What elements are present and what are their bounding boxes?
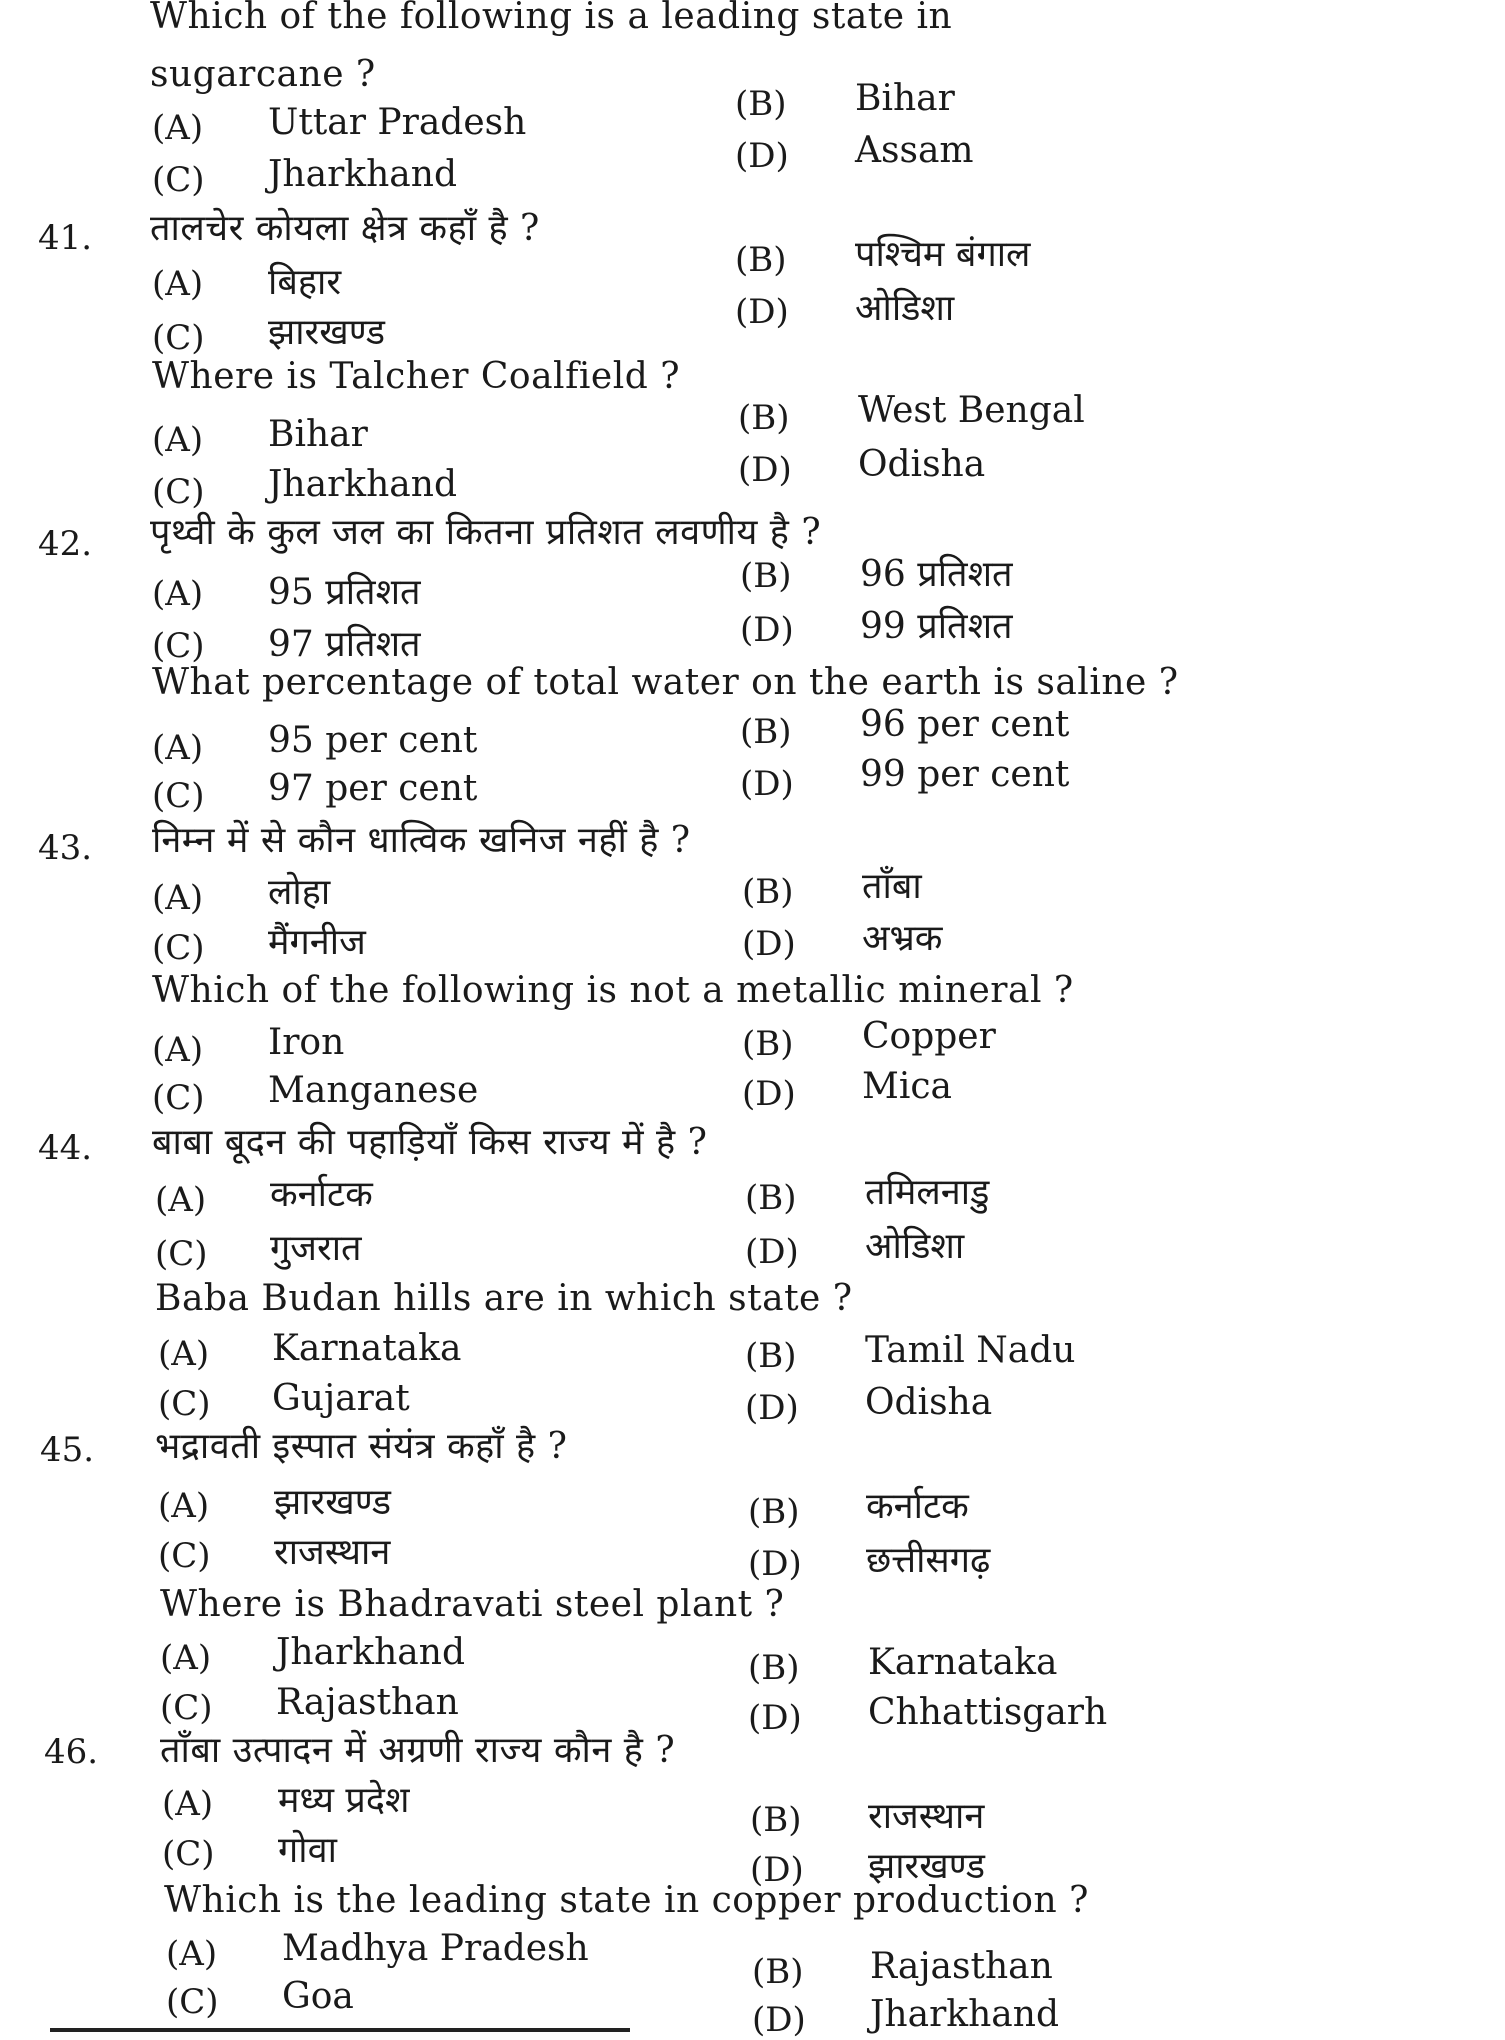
q42-en-option-d: 99 per cent	[860, 754, 1070, 795]
q45-hi-option-d: छत्तीसगढ़	[866, 1540, 991, 1581]
option-label: (B)	[735, 240, 787, 280]
q46-english: Which is the leading state in copper production ?	[164, 1880, 1089, 1921]
q43-english: Which of the following is not a metallic mineral ?	[152, 970, 1074, 1011]
option-label: (A)	[155, 1180, 207, 1220]
q42-english: What percentage of total water on the earth is saline ?	[152, 662, 1179, 703]
option-label: (B)	[740, 712, 792, 752]
option-label: (C)	[152, 160, 205, 200]
question-number: 45.	[40, 1430, 95, 1470]
q46-hi-option-d: झारखण्ड	[868, 1846, 986, 1887]
q43-hi-option-d: अभ्रक	[862, 918, 943, 959]
option-label: (C)	[152, 1078, 205, 1118]
option-label: (A)	[152, 108, 204, 148]
q41-hi-option-a: बिहार	[268, 262, 342, 303]
q46-hi-option-b: राजस्थान	[868, 1796, 985, 1837]
option-label: (B)	[752, 1952, 804, 1992]
option-label: (A)	[152, 574, 204, 614]
q44-hi-option-a: कर्नाटक	[270, 1174, 373, 1215]
option-label: (A)	[158, 1334, 210, 1374]
q42-hi-option-b: 96 प्रतिशत	[860, 554, 1013, 595]
q40-en-option-a: Uttar Pradesh	[268, 102, 527, 143]
option-label: (A)	[152, 728, 204, 768]
q42-en-option-a: 95 per cent	[268, 720, 478, 761]
q45-hi-option-b: कर्नाटक	[866, 1486, 969, 1527]
option-label: (C)	[152, 928, 205, 968]
option-label: (D)	[748, 1698, 802, 1738]
option-label: (A)	[162, 1784, 214, 1824]
q44-hindi: बाबा बूदन की पहाड़ियाँ किस राज्य में है ?	[152, 1122, 708, 1163]
q46-hindi: ताँबा उत्पादन में अग्रणी राज्य कौन है ?	[160, 1730, 676, 1771]
option-label: (C)	[152, 318, 205, 358]
option-label: (B)	[745, 1336, 797, 1376]
q43-en-option-c: Manganese	[268, 1070, 479, 1111]
option-label: (C)	[166, 1982, 219, 2022]
q46-hi-option-c: गोवा	[278, 1830, 337, 1871]
q45-hi-option-a: झारखण्ड	[274, 1482, 392, 1523]
option-label: (C)	[162, 1834, 215, 1874]
option-label: (C)	[158, 1384, 211, 1424]
q40-en-option-c: Jharkhand	[268, 154, 457, 195]
question-number: 43.	[38, 828, 93, 868]
q41-en-option-a: Bihar	[268, 414, 368, 455]
option-label: (C)	[160, 1688, 213, 1728]
option-label: (D)	[735, 292, 789, 332]
q42-hi-option-d: 99 प्रतिशत	[860, 606, 1013, 647]
option-label: (B)	[742, 1024, 794, 1064]
q45-hi-option-c: राजस्थान	[274, 1532, 391, 1573]
option-label: (B)	[740, 556, 792, 596]
q44-en-option-c: Gujarat	[272, 1378, 410, 1419]
option-label: (D)	[742, 1074, 796, 1114]
q43-hi-option-c: मैंगनीज	[268, 922, 366, 963]
option-label: (A)	[152, 264, 204, 304]
q45-en-option-c: Rajasthan	[276, 1682, 459, 1723]
option-label: (A)	[152, 878, 204, 918]
q45-en-option-a: Jharkhand	[276, 1632, 465, 1673]
option-label: (D)	[752, 2000, 806, 2040]
q44-hi-option-d: ओडिशा	[865, 1226, 965, 1267]
option-label: (B)	[750, 1800, 802, 1840]
q41-en-option-d: Odisha	[858, 444, 986, 485]
option-label: (D)	[750, 1850, 804, 1890]
q41-hi-option-d: ओडिशा	[855, 288, 955, 329]
q41-en-option-c: Jharkhand	[268, 464, 457, 505]
q43-hi-option-a: लोहा	[268, 872, 331, 913]
q42-en-option-c: 97 per cent	[268, 768, 478, 809]
q46-en-option-b: Rajasthan	[870, 1946, 1053, 1987]
q45-hindi: भद्रावती इस्पात संयंत्र कहाँ है ?	[155, 1426, 568, 1467]
option-label: (B)	[748, 1648, 800, 1688]
q44-hi-option-b: तमिलनाडु	[865, 1172, 990, 1213]
q44-en-option-b: Tamil Nadu	[865, 1330, 1076, 1371]
q43-en-option-d: Mica	[862, 1066, 952, 1107]
question-number: 42.	[38, 524, 93, 564]
option-label: (D)	[735, 136, 789, 176]
q40-english-line1: Which of the following is a leading state in	[150, 0, 953, 37]
option-label: (D)	[748, 1544, 802, 1584]
q44-en-option-a: Karnataka	[272, 1328, 462, 1369]
option-label: (A)	[166, 1934, 218, 1974]
q45-english: Where is Bhadravati steel plant ?	[160, 1584, 785, 1625]
q42-en-option-b: 96 per cent	[860, 704, 1070, 745]
q42-hindi: पृथ्वी के कुल जल का कितना प्रतिशत लवणीय है ?	[150, 512, 822, 553]
q44-english: Baba Budan hills are in which state ?	[155, 1278, 853, 1319]
option-label: (D)	[742, 924, 796, 964]
q44-en-option-d: Odisha	[865, 1382, 993, 1423]
option-label: (D)	[738, 450, 792, 490]
q40-en-option-b: Bihar	[855, 78, 955, 119]
q40-en-option-d: Assam	[855, 130, 974, 171]
q44-hi-option-c: गुजरात	[270, 1228, 362, 1269]
q46-en-option-a: Madhya Pradesh	[282, 1928, 589, 1969]
question-number: 46.	[44, 1732, 99, 1772]
question-number: 44.	[38, 1128, 93, 1168]
q45-en-option-b: Karnataka	[868, 1642, 1058, 1683]
option-label: (B)	[748, 1492, 800, 1532]
q41-hi-option-b: पश्चिम बंगाल	[855, 234, 1031, 275]
q42-hi-option-a: 95 प्रतिशत	[268, 572, 421, 613]
option-label: (B)	[735, 84, 787, 124]
option-label: (D)	[745, 1388, 799, 1428]
option-label: (C)	[152, 776, 205, 816]
option-label: (B)	[742, 872, 794, 912]
q43-hindi: निम्न में से कौन धात्विक खनिज नहीं है ?	[152, 820, 691, 861]
q40-english-line2: sugarcane ?	[150, 54, 376, 95]
q43-en-option-b: Copper	[862, 1016, 996, 1057]
q41-hindi: तालचेर कोयला क्षेत्र कहाँ है ?	[150, 208, 540, 249]
q43-hi-option-b: ताँबा	[862, 866, 922, 907]
q41-hi-option-c: झारखण्ड	[268, 312, 386, 353]
option-label: (C)	[155, 1234, 208, 1274]
q41-english: Where is Talcher Coalfield ?	[152, 356, 681, 397]
q46-en-option-d: Jharkhand	[870, 1994, 1059, 2035]
option-label: (B)	[745, 1178, 797, 1218]
page-footer-rule	[50, 2028, 630, 2032]
option-label: (C)	[152, 472, 205, 512]
option-label: (C)	[152, 626, 205, 666]
option-label: (D)	[740, 610, 794, 650]
q41-en-option-b: West Bengal	[858, 390, 1085, 431]
q42-hi-option-c: 97 प्रतिशत	[268, 624, 421, 665]
option-label: (A)	[152, 420, 204, 460]
option-label: (A)	[160, 1638, 212, 1678]
q45-en-option-d: Chhattisgarh	[868, 1692, 1108, 1733]
q46-hi-option-a: मध्य प्रदेश	[278, 1780, 410, 1821]
option-label: (B)	[738, 398, 790, 438]
option-label: (C)	[158, 1536, 211, 1576]
q46-en-option-c: Goa	[282, 1976, 354, 2017]
option-label: (D)	[745, 1232, 799, 1272]
option-label: (D)	[740, 764, 794, 804]
option-label: (A)	[152, 1030, 204, 1070]
question-number: 41.	[38, 218, 93, 258]
option-label: (A)	[158, 1486, 210, 1526]
q43-en-option-a: Iron	[268, 1022, 345, 1063]
